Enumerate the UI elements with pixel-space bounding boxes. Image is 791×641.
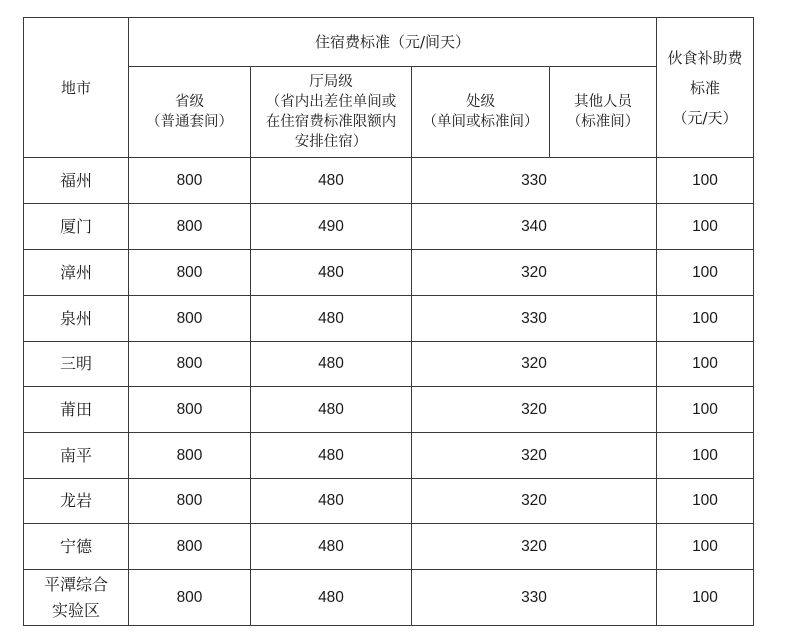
meal-cell: 100 (657, 479, 754, 524)
header-bureau (251, 67, 412, 158)
city-cell: 泉州 (24, 296, 129, 342)
other-levels-cell: 320 (412, 433, 657, 479)
meal-cell: 100 (657, 524, 754, 570)
bureau-cell: 480 (251, 296, 412, 342)
header-bureau-line4: 安排住宿） (294, 134, 368, 150)
provincial-cell: 800 (129, 342, 251, 387)
table-row (24, 479, 754, 524)
meal-cell: 100 (657, 250, 754, 296)
table-row (24, 433, 754, 479)
meal-cell: 100 (657, 158, 754, 204)
header-meal (657, 18, 754, 158)
city-cell (24, 570, 129, 626)
header-meal-line1: 伙食补助费 (667, 48, 743, 67)
bureau-cell: 480 (251, 387, 412, 433)
header-provincial (129, 67, 251, 158)
header-city-label: 地市 (60, 78, 91, 97)
meal-cell: 100 (657, 342, 754, 387)
city-cell: 莆田 (24, 387, 129, 433)
header-division-line1: 处级 (466, 94, 495, 110)
bureau-cell: 480 (251, 342, 412, 387)
header-division-line2: （单间或标准间） (422, 114, 539, 130)
city-cell: 宁德 (24, 524, 129, 570)
header-meal-line2: 标准 (689, 78, 720, 97)
meal-cell: 100 (657, 433, 754, 479)
table-row (24, 524, 754, 570)
other-levels-cell: 340 (412, 204, 657, 250)
other-levels-cell: 320 (412, 250, 657, 296)
provincial-cell: 800 (129, 570, 251, 626)
header-other-line1: 其他人员 (574, 94, 632, 110)
header-lodging-group (129, 18, 657, 67)
city-cell: 厦门 (24, 204, 129, 250)
other-levels-cell: 320 (412, 479, 657, 524)
table-row (24, 250, 754, 296)
table-row (24, 570, 754, 626)
header-other (550, 67, 657, 158)
table-row (24, 158, 754, 204)
bureau-cell: 480 (251, 158, 412, 204)
city-cell: 福州 (24, 158, 129, 204)
header-other-line2: （标准间） (566, 114, 640, 130)
meal-cell: 100 (657, 204, 754, 250)
header-provincial-line2: （普通套间） (146, 114, 233, 130)
header-bureau-line2: （省内出差住单间或 (265, 94, 397, 110)
header-meal-line3: （元/天） (672, 108, 738, 127)
meal-cell: 100 (657, 387, 754, 433)
bureau-cell: 480 (251, 433, 412, 479)
header-city (24, 18, 129, 158)
other-levels-cell: 320 (412, 524, 657, 570)
provincial-cell: 800 (129, 524, 251, 570)
bureau-cell: 480 (251, 570, 412, 626)
provincial-cell: 800 (129, 387, 251, 433)
city-line1: 平潭综合 (43, 574, 108, 594)
city-cell: 龙岩 (24, 479, 129, 524)
other-levels-cell: 330 (412, 158, 657, 204)
provincial-cell: 800 (129, 158, 251, 204)
bureau-cell: 480 (251, 524, 412, 570)
bureau-cell: 490 (251, 204, 412, 250)
bureau-cell: 480 (251, 479, 412, 524)
table-row (24, 387, 754, 433)
table-row (24, 342, 754, 387)
meal-cell: 100 (657, 296, 754, 342)
city-line2: 实验区 (51, 600, 100, 620)
other-levels-cell: 330 (412, 296, 657, 342)
city-cell: 漳州 (24, 250, 129, 296)
city-cell: 三明 (24, 342, 129, 387)
table-row (24, 296, 754, 342)
header-provincial-line1: 省级 (175, 94, 204, 110)
header-division (412, 67, 550, 158)
bureau-cell: 480 (251, 250, 412, 296)
header-bureau-line3: 在住宿费标准限额内 (265, 114, 397, 130)
header-lodging-group-label: 住宿费标准（元/间天） (314, 33, 471, 51)
other-levels-cell: 320 (412, 387, 657, 433)
table-row (24, 204, 754, 250)
provincial-cell: 800 (129, 296, 251, 342)
header-bureau-line1: 厅局级 (309, 74, 353, 90)
provincial-cell: 800 (129, 204, 251, 250)
other-levels-cell: 320 (412, 342, 657, 387)
other-levels-cell: 330 (412, 570, 657, 626)
provincial-cell: 800 (129, 250, 251, 296)
provincial-cell: 800 (129, 433, 251, 479)
meal-cell: 100 (657, 570, 754, 626)
provincial-cell: 800 (129, 479, 251, 524)
lodging-standards-table (23, 17, 754, 626)
city-cell: 南平 (24, 433, 129, 479)
